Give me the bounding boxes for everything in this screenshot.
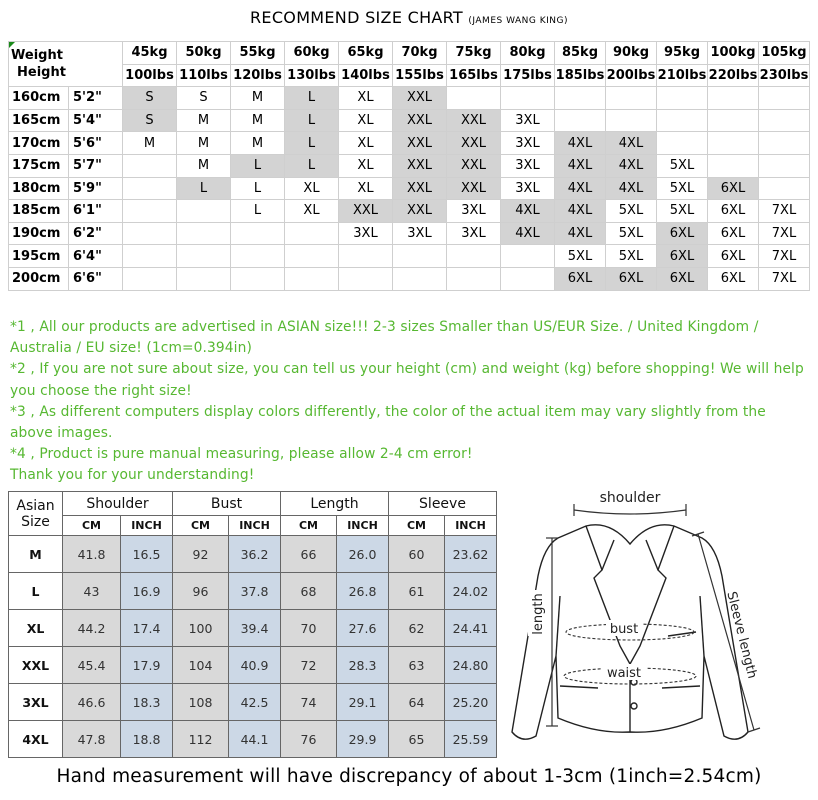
inch-value-cell: 39.4 bbox=[229, 610, 281, 647]
size-cell: M bbox=[231, 109, 285, 132]
size-cell bbox=[339, 245, 393, 268]
size-cell bbox=[501, 87, 555, 110]
size-cell: XL bbox=[339, 132, 393, 155]
cm-value-cell: 66 bbox=[281, 536, 337, 573]
inch-value-cell: 16.5 bbox=[121, 536, 173, 573]
unit-inch-header: INCH bbox=[445, 516, 497, 536]
shoulder-label: shoulder bbox=[599, 490, 661, 506]
cm-value-cell: 64 bbox=[389, 684, 445, 721]
cm-value-cell: 100 bbox=[173, 610, 229, 647]
size-cell: M bbox=[177, 132, 231, 155]
size-measurement-table bbox=[8, 491, 497, 758]
weight-kg-header: 95kg bbox=[657, 42, 708, 65]
inch-value-cell: 24.41 bbox=[445, 610, 497, 647]
size-cell bbox=[606, 87, 657, 110]
cm-value-cell: 63 bbox=[389, 647, 445, 684]
height-ft-cell: 5'9" bbox=[69, 177, 123, 200]
weight-lbs-header: 165lbs bbox=[447, 64, 501, 87]
size-cell: L bbox=[285, 87, 339, 110]
size-cell: 3XL bbox=[501, 109, 555, 132]
size-cell: 4XL bbox=[606, 154, 657, 177]
size-cell: 3XL bbox=[501, 177, 555, 200]
size-table-row bbox=[9, 684, 497, 721]
cm-value-cell: 41.8 bbox=[63, 536, 121, 573]
weight-kg-header: 80kg bbox=[501, 42, 555, 65]
inch-value-cell: 28.3 bbox=[337, 647, 389, 684]
unit-cm-header: CM bbox=[63, 516, 121, 536]
cm-value-cell: 92 bbox=[173, 536, 229, 573]
size-cell: XL bbox=[285, 177, 339, 200]
unit-cm-header: CM bbox=[281, 516, 337, 536]
cm-value-cell: 76 bbox=[281, 721, 337, 758]
size-cell: 5XL bbox=[657, 154, 708, 177]
sleeve-length-label: Sleeve length bbox=[723, 590, 760, 681]
asian-size-cell: XL bbox=[9, 610, 63, 647]
weight-lbs-header: 230lbs bbox=[759, 64, 810, 87]
size-cell: M bbox=[177, 154, 231, 177]
chart-row bbox=[9, 222, 810, 245]
size-table-row bbox=[9, 536, 497, 573]
size-cell: 6XL bbox=[657, 222, 708, 245]
size-table-unit-row bbox=[9, 516, 497, 536]
height-cm-cell: 165cm bbox=[9, 109, 69, 132]
size-cell: 3XL bbox=[447, 222, 501, 245]
inch-value-cell: 24.02 bbox=[445, 573, 497, 610]
size-cell: XXL bbox=[393, 154, 447, 177]
cm-value-cell: 112 bbox=[173, 721, 229, 758]
weight-lbs-header: 155lbs bbox=[393, 64, 447, 87]
size-table-row bbox=[9, 721, 497, 758]
size-cell: 6XL bbox=[657, 267, 708, 290]
chart-row bbox=[9, 154, 810, 177]
unit-cm-header: CM bbox=[173, 516, 229, 536]
asian-size-cell: 3XL bbox=[9, 684, 63, 721]
unit-inch-header: INCH bbox=[121, 516, 173, 536]
size-cell: XL bbox=[339, 87, 393, 110]
size-cell bbox=[123, 200, 177, 223]
size-table-row bbox=[9, 573, 497, 610]
chart-header-lbs-row bbox=[9, 64, 810, 87]
size-cell: XL bbox=[339, 154, 393, 177]
measurement-group-header: Bust bbox=[173, 492, 281, 516]
chart-corner-cell bbox=[9, 42, 123, 87]
size-cell bbox=[177, 200, 231, 223]
unit-cm-header: CM bbox=[389, 516, 445, 536]
size-cell: 6XL bbox=[555, 267, 606, 290]
size-cell: 6XL bbox=[708, 222, 759, 245]
chart-title bbox=[0, 8, 818, 27]
size-cell: 3XL bbox=[339, 222, 393, 245]
size-cell bbox=[231, 267, 285, 290]
note-line: *4 , Product is pure manual measuring, please allow 2-4 cm error! bbox=[10, 446, 473, 463]
weight-lbs-header: 140lbs bbox=[339, 64, 393, 87]
size-cell bbox=[555, 109, 606, 132]
size-cell bbox=[501, 245, 555, 268]
height-cm-cell: 185cm bbox=[9, 200, 69, 223]
height-ft-cell: 6'1" bbox=[69, 200, 123, 223]
size-cell: 3XL bbox=[447, 200, 501, 223]
size-cell bbox=[657, 109, 708, 132]
height-cm-cell: 170cm bbox=[9, 132, 69, 155]
size-cell: 4XL bbox=[555, 177, 606, 200]
weight-lbs-header: 120lbs bbox=[231, 64, 285, 87]
height-cm-cell: 175cm bbox=[9, 154, 69, 177]
size-cell: 4XL bbox=[606, 177, 657, 200]
weight-kg-header: 105kg bbox=[759, 42, 810, 65]
size-cell bbox=[177, 222, 231, 245]
size-cell: 6XL bbox=[708, 177, 759, 200]
cm-value-cell: 43 bbox=[63, 573, 121, 610]
size-cell bbox=[177, 245, 231, 268]
cm-value-cell: 108 bbox=[173, 684, 229, 721]
size-cell: 4XL bbox=[501, 200, 555, 223]
size-cell bbox=[447, 267, 501, 290]
asian-size-cell: M bbox=[9, 536, 63, 573]
size-cell bbox=[393, 245, 447, 268]
cm-value-cell: 68 bbox=[281, 573, 337, 610]
chart-row bbox=[9, 267, 810, 290]
size-cell bbox=[501, 267, 555, 290]
cm-value-cell: 61 bbox=[389, 573, 445, 610]
size-cell: S bbox=[123, 109, 177, 132]
weight-kg-header: 55kg bbox=[231, 42, 285, 65]
weight-kg-header: 85kg bbox=[555, 42, 606, 65]
corner-marker bbox=[9, 42, 15, 48]
height-ft-cell: 5'4" bbox=[69, 109, 123, 132]
height-ft-cell: 5'7" bbox=[69, 154, 123, 177]
size-cell: 5XL bbox=[657, 200, 708, 223]
size-cell bbox=[339, 267, 393, 290]
size-cell: 6XL bbox=[708, 267, 759, 290]
note-line: *3 , As different computers display colors differently, the color of the actual item may vary slightly from the above images. bbox=[10, 403, 766, 442]
size-cell: 7XL bbox=[759, 222, 810, 245]
size-cell bbox=[759, 154, 810, 177]
chart-header-kg-row bbox=[9, 42, 810, 65]
inch-value-cell: 17.4 bbox=[121, 610, 173, 647]
size-table-row bbox=[9, 610, 497, 647]
asian-size-cell: L bbox=[9, 573, 63, 610]
height-cm-cell: 200cm bbox=[9, 267, 69, 290]
weight-kg-header: 50kg bbox=[177, 42, 231, 65]
unit-inch-header: INCH bbox=[229, 516, 281, 536]
size-cell bbox=[708, 109, 759, 132]
inch-value-cell: 18.3 bbox=[121, 684, 173, 721]
inch-value-cell: 16.9 bbox=[121, 573, 173, 610]
notes bbox=[10, 317, 810, 487]
inch-value-cell: 18.8 bbox=[121, 721, 173, 758]
size-cell: 4XL bbox=[555, 200, 606, 223]
size-cell: XXL bbox=[447, 154, 501, 177]
chart-row bbox=[9, 109, 810, 132]
inch-value-cell: 29.9 bbox=[337, 721, 389, 758]
size-cell bbox=[285, 245, 339, 268]
cm-value-cell: 65 bbox=[389, 721, 445, 758]
chart-row bbox=[9, 132, 810, 155]
size-cell: L bbox=[231, 200, 285, 223]
cm-value-cell: 74 bbox=[281, 684, 337, 721]
height-ft-cell: 6'6" bbox=[69, 267, 123, 290]
weight-kg-header: 75kg bbox=[447, 42, 501, 65]
size-cell: 4XL bbox=[606, 132, 657, 155]
size-cell: 5XL bbox=[606, 222, 657, 245]
weight-lbs-header: 220lbs bbox=[708, 64, 759, 87]
size-cell bbox=[123, 154, 177, 177]
cm-value-cell: 104 bbox=[173, 647, 229, 684]
cm-value-cell: 60 bbox=[389, 536, 445, 573]
inch-value-cell: 40.9 bbox=[229, 647, 281, 684]
size-cell: 5XL bbox=[606, 200, 657, 223]
bust-label: bust bbox=[609, 622, 639, 637]
measurement-group-header: Shoulder bbox=[63, 492, 173, 516]
size-cell: L bbox=[285, 109, 339, 132]
size-cell: 3XL bbox=[501, 132, 555, 155]
brand-name: (JAMES WANG KING) bbox=[468, 16, 568, 26]
note-line: *2 , If you are not sure about size, you can tell us your height (cm) and weight (kg) before shopping! We will help you choose the right size! bbox=[10, 361, 804, 399]
weight-kg-header: 65kg bbox=[339, 42, 393, 65]
inch-value-cell: 26.0 bbox=[337, 536, 389, 573]
size-cell: L bbox=[285, 154, 339, 177]
size-cell: 3XL bbox=[393, 222, 447, 245]
asian-size-header bbox=[9, 492, 63, 536]
size-cell: 5XL bbox=[606, 245, 657, 268]
size-cell: L bbox=[285, 132, 339, 155]
cm-value-cell: 62 bbox=[389, 610, 445, 647]
cm-value-cell: 47.8 bbox=[63, 721, 121, 758]
inch-value-cell: 42.5 bbox=[229, 684, 281, 721]
inch-value-cell: 25.20 bbox=[445, 684, 497, 721]
size-cell: XXL bbox=[339, 200, 393, 223]
size-cell: XL bbox=[339, 109, 393, 132]
inch-value-cell: 36.2 bbox=[229, 536, 281, 573]
size-cell bbox=[708, 154, 759, 177]
size-cell: S bbox=[177, 87, 231, 110]
measurement-group-header: Sleeve bbox=[389, 492, 497, 516]
note-line: Thank you for your understanding! bbox=[10, 467, 255, 484]
weight-kg-header: 60kg bbox=[285, 42, 339, 65]
size-cell: M bbox=[231, 87, 285, 110]
size-cell: 4XL bbox=[555, 154, 606, 177]
size-cell: 4XL bbox=[555, 132, 606, 155]
cm-value-cell: 72 bbox=[281, 647, 337, 684]
size-cell: M bbox=[123, 132, 177, 155]
weight-lbs-header: 130lbs bbox=[285, 64, 339, 87]
waist-label: waist bbox=[606, 666, 642, 681]
size-cell bbox=[555, 87, 606, 110]
size-table-group-row bbox=[9, 492, 497, 516]
size-cell bbox=[759, 87, 810, 110]
height-ft-cell: 5'2" bbox=[69, 87, 123, 110]
size-cell: 6XL bbox=[708, 245, 759, 268]
inch-value-cell: 27.6 bbox=[337, 610, 389, 647]
height-cm-cell: 180cm bbox=[9, 177, 69, 200]
size-cell: 5XL bbox=[555, 245, 606, 268]
size-cell bbox=[123, 222, 177, 245]
measurement-group-header: Length bbox=[281, 492, 389, 516]
size-cell bbox=[177, 267, 231, 290]
size-cell bbox=[123, 267, 177, 290]
size-cell: 4XL bbox=[501, 222, 555, 245]
size-cell bbox=[231, 245, 285, 268]
size-cell bbox=[447, 245, 501, 268]
size-cell: M bbox=[177, 109, 231, 132]
jacket-measurement-diagram bbox=[502, 486, 766, 754]
size-cell bbox=[657, 132, 708, 155]
size-cell: L bbox=[231, 177, 285, 200]
asian-size-cell: XXL bbox=[9, 647, 63, 684]
inch-value-cell: 26.8 bbox=[337, 573, 389, 610]
size-cell: L bbox=[231, 154, 285, 177]
corner-height-label: Height bbox=[17, 65, 66, 81]
chart-title-main: RECOMMEND SIZE CHART bbox=[250, 8, 463, 27]
height-ft-cell: 5'6" bbox=[69, 132, 123, 155]
chart-row bbox=[9, 87, 810, 110]
weight-lbs-header: 210lbs bbox=[657, 64, 708, 87]
weight-lbs-header: 175lbs bbox=[501, 64, 555, 87]
inch-value-cell: 17.9 bbox=[121, 647, 173, 684]
length-label: length bbox=[531, 593, 546, 635]
size-cell bbox=[759, 177, 810, 200]
size-cell bbox=[759, 132, 810, 155]
chart-row bbox=[9, 177, 810, 200]
size-cell bbox=[285, 267, 339, 290]
size-cell: L bbox=[177, 177, 231, 200]
inch-value-cell: 24.80 bbox=[445, 647, 497, 684]
inch-value-cell: 29.1 bbox=[337, 684, 389, 721]
unit-inch-header: INCH bbox=[337, 516, 389, 536]
asian-label: Asian bbox=[16, 497, 55, 514]
size-cell bbox=[393, 267, 447, 290]
asian-size-cell: 4XL bbox=[9, 721, 63, 758]
chart-row bbox=[9, 245, 810, 268]
size-cell bbox=[759, 109, 810, 132]
inch-value-cell: 25.59 bbox=[445, 721, 497, 758]
size-cell bbox=[657, 87, 708, 110]
size-cell: 6XL bbox=[606, 267, 657, 290]
weight-lbs-header: 110lbs bbox=[177, 64, 231, 87]
size-cell bbox=[708, 87, 759, 110]
size-cell bbox=[231, 222, 285, 245]
size-cell bbox=[123, 177, 177, 200]
cm-value-cell: 45.4 bbox=[63, 647, 121, 684]
size-cell: XL bbox=[285, 200, 339, 223]
height-cm-cell: 195cm bbox=[9, 245, 69, 268]
size-cell: XL bbox=[339, 177, 393, 200]
size-cell bbox=[123, 245, 177, 268]
weight-kg-header: 100kg bbox=[708, 42, 759, 65]
recommend-size-chart bbox=[8, 41, 810, 291]
size-cell: 7XL bbox=[759, 200, 810, 223]
size-cell: XXL bbox=[393, 177, 447, 200]
inch-value-cell: 23.62 bbox=[445, 536, 497, 573]
height-cm-cell: 160cm bbox=[9, 87, 69, 110]
inch-value-cell: 37.8 bbox=[229, 573, 281, 610]
size-cell: 7XL bbox=[759, 245, 810, 268]
size-cell bbox=[606, 109, 657, 132]
size-cell: XXL bbox=[393, 132, 447, 155]
size-cell bbox=[708, 132, 759, 155]
weight-kg-header: 45kg bbox=[123, 42, 177, 65]
size-cell: S bbox=[123, 87, 177, 110]
weight-lbs-header: 185lbs bbox=[555, 64, 606, 87]
size-cell bbox=[447, 87, 501, 110]
size-cell: XXL bbox=[447, 109, 501, 132]
size-cell: 3XL bbox=[501, 154, 555, 177]
inch-value-cell: 44.1 bbox=[229, 721, 281, 758]
size-label: Size bbox=[21, 513, 50, 530]
height-ft-cell: 6'2" bbox=[69, 222, 123, 245]
size-cell: XXL bbox=[447, 132, 501, 155]
height-ft-cell: 6'4" bbox=[69, 245, 123, 268]
size-cell: XXL bbox=[447, 177, 501, 200]
height-cm-cell: 190cm bbox=[9, 222, 69, 245]
cm-value-cell: 44.2 bbox=[63, 610, 121, 647]
size-table-row bbox=[9, 647, 497, 684]
cm-value-cell: 96 bbox=[173, 573, 229, 610]
size-cell: 6XL bbox=[657, 245, 708, 268]
size-cell: 7XL bbox=[759, 267, 810, 290]
cm-value-cell: 70 bbox=[281, 610, 337, 647]
size-cell: 6XL bbox=[708, 200, 759, 223]
chart-row bbox=[9, 200, 810, 223]
corner-weight-label: Weight bbox=[11, 48, 63, 64]
footer-note: Hand measurement will have discrepancy of about 1-3cm (1inch=2.54cm) bbox=[56, 766, 762, 787]
size-cell: M bbox=[231, 132, 285, 155]
weight-kg-header: 90kg bbox=[606, 42, 657, 65]
size-cell: 4XL bbox=[555, 222, 606, 245]
note-line: *1 , All our products are advertised in ASIAN size!!! 2-3 sizes Smaller than US/EUR Size. / United Kingdom / Australia / EU size! (1cm=0.394in) bbox=[10, 319, 759, 357]
size-cell: XXL bbox=[393, 87, 447, 110]
size-cell bbox=[285, 222, 339, 245]
weight-lbs-header: 100lbs bbox=[123, 64, 177, 87]
size-cell: XXL bbox=[393, 200, 447, 223]
size-cell: 5XL bbox=[657, 177, 708, 200]
weight-lbs-header: 200lbs bbox=[606, 64, 657, 87]
weight-kg-header: 70kg bbox=[393, 42, 447, 65]
cm-value-cell: 46.6 bbox=[63, 684, 121, 721]
size-cell: XXL bbox=[393, 109, 447, 132]
